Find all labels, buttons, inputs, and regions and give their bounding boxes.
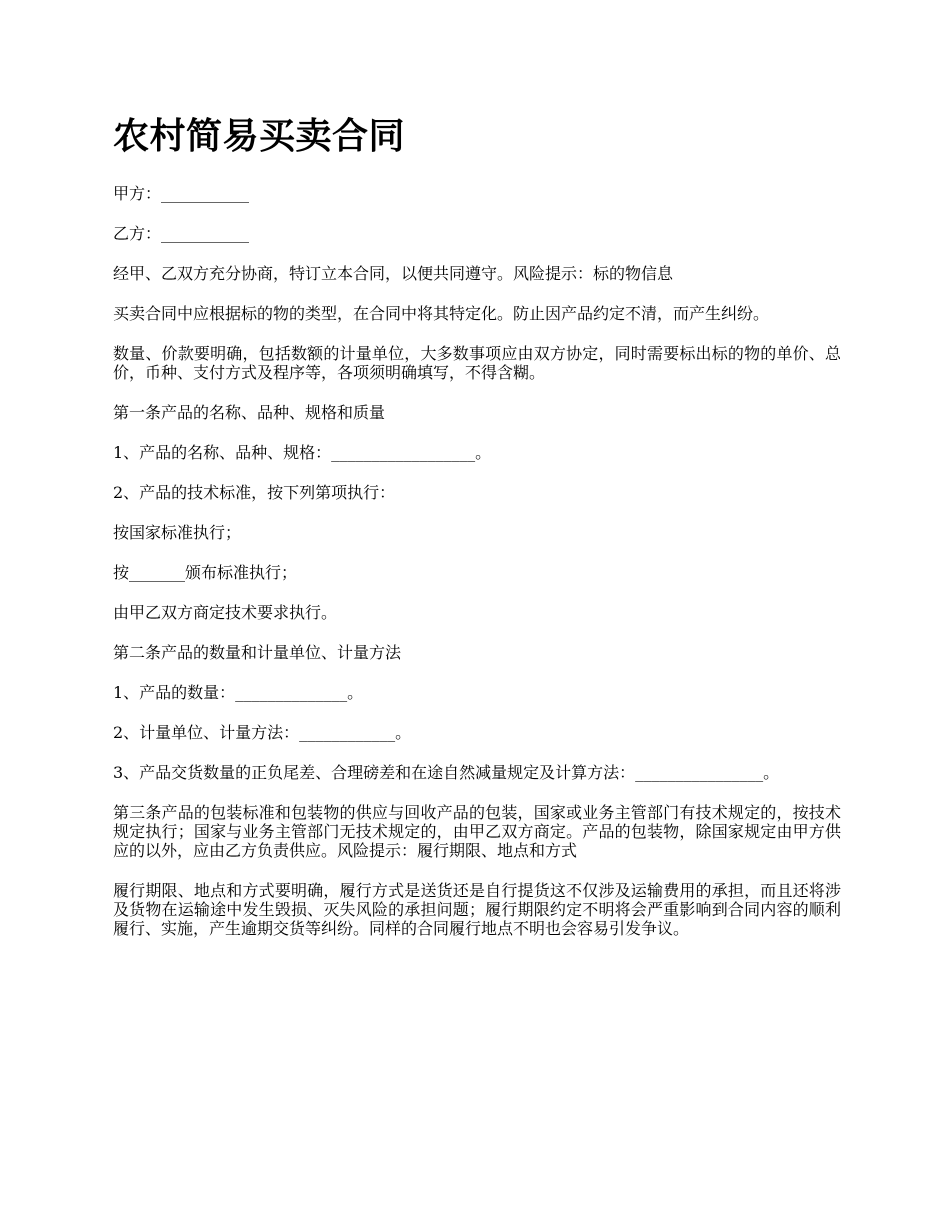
subject-matter-paragraph: 买卖合同中应根据标的物的类型，在合同中将其特定化。防止因产品约定不清，而产生纠纷。 (113, 304, 770, 323)
article-2-item-3: 3、产品交货数量的正负尾差、合理磅差和在途自然减量规定及计算方法：________________。 (113, 763, 780, 782)
standard-option-issued: 按_______颁布标准执行； (113, 563, 298, 582)
article-2-item-2: 2、计量单位、计量方法：____________。 (113, 723, 412, 742)
article-2-item-1: 1、产品的数量：______________。 (113, 683, 364, 702)
article-3-paragraph: 第三条产品的包装标准和包装物的供应与回收产品的包装，国家或业务主管部门有技术规定的，按技术规定执行；国家与业务主管部门无技术规定的，由甲乙双方商定。产品的包装物，除国家规定由甲方供应的以外，应由乙方负责供应。风险提示：履行期限、地点和方式 (113, 803, 841, 860)
document-page (113, 110, 841, 959)
article-1-item-1: 1、产品的名称、品种、规格：__________________。 (113, 443, 492, 462)
party-b-line: 乙方：___________ (113, 224, 250, 243)
article-1-item-2: 2、产品的技术标准，按下列第项执行： (113, 483, 396, 502)
performance-terms-paragraph: 履行期限、地点和方式要明确，履行方式是送货还是自行提货这不仅涉及运输费用的承担，而且还将涉及货物在运输途中发生毁损、灭失风险的承担问题；履行期限约定不明将会严重影响到合同内容的顺利履行、实施，产生逾期交货等纠纷。同样的合同履行地点不明也会容易引发争议。 (113, 881, 841, 938)
article-2-heading: 第二条产品的数量和计量单位、计量方法 (113, 643, 402, 662)
party-a-line: 甲方：___________ (113, 184, 250, 203)
quantity-price-paragraph: 数量、价款要明确，包括数额的计量单位，大多数事项应由双方协定，同时需要标出标的物的单价、总价，币种、支付方式及程序等，各项须明确填写，不得含糊。 (113, 344, 841, 382)
article-1-heading: 第一条产品的名称、品种、规格和质量 (113, 403, 386, 422)
standard-option-negotiated: 由甲乙双方商定技术要求执行。 (113, 603, 338, 622)
document-title: 农村简易买卖合同 (113, 115, 406, 157)
standard-option-national: 按国家标准执行； (113, 523, 242, 542)
preamble-paragraph: 经甲、乙双方充分协商，特订立本合同，以便共同遵守。风险提示：标的物信息 (113, 264, 674, 283)
